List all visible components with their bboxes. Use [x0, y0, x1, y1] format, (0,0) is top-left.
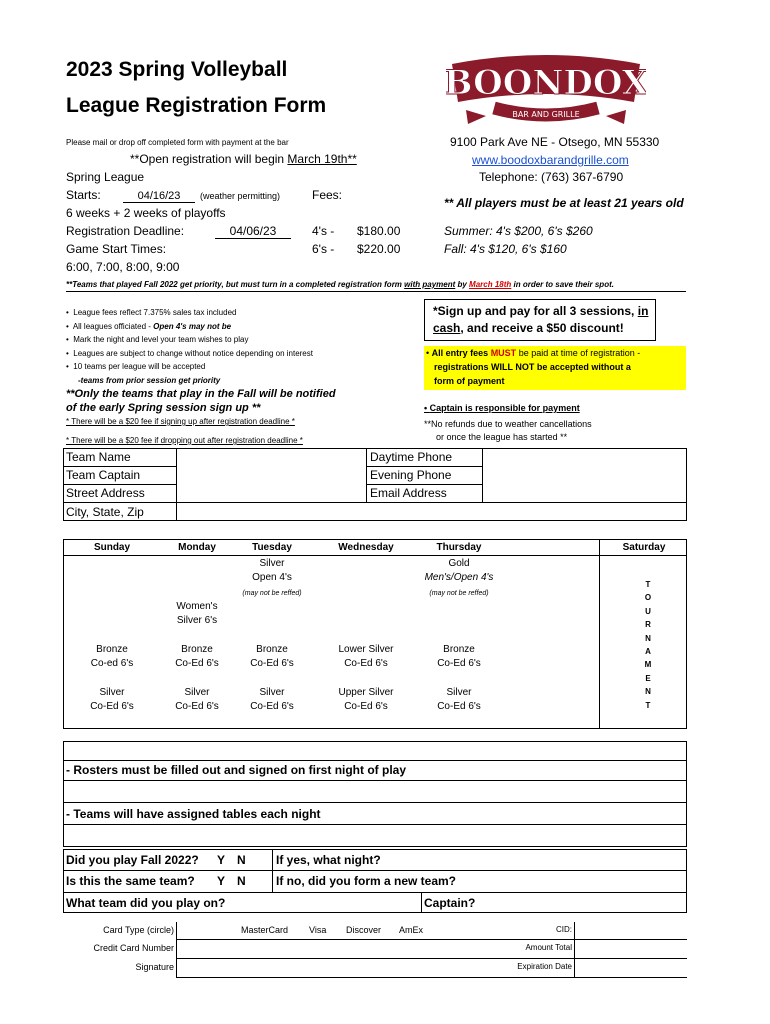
- expiration-date-field[interactable]: [576, 960, 686, 976]
- mail-note: Please mail or drop off completed form with payment at the bar: [66, 138, 289, 147]
- title-line-1: 2023 Spring Volleyball: [66, 58, 288, 81]
- day-wednesday: Wednesday: [338, 542, 394, 553]
- weather-note: (weather permitting): [200, 191, 281, 201]
- fees-label: Fees:: [312, 188, 343, 202]
- svg-text:BOONDOX: BOONDOX: [446, 63, 646, 103]
- amount-total-field[interactable]: [576, 941, 686, 957]
- fall-fees: Fall: 4's $120, 6's $160: [444, 242, 567, 256]
- day-monday: Monday: [178, 542, 216, 553]
- refund-note-1: **No refunds due to weather cancellations: [424, 419, 592, 429]
- row-divider: [63, 760, 687, 761]
- prior-session-note: -teams from prior session get priority: [78, 375, 221, 385]
- wednesday-lower-silver[interactable]: Lower Silver Co-Ed 6's: [338, 644, 394, 669]
- city-state-zip-label: City, State, Zip: [66, 504, 144, 519]
- signature-field[interactable]: [178, 960, 478, 976]
- what-team-question: What team did you play on?: [66, 896, 226, 910]
- row-divider: [176, 958, 687, 959]
- team-name-field[interactable]: [178, 449, 365, 465]
- col-divider: [482, 448, 483, 503]
- day-thursday: Thursday: [436, 542, 482, 553]
- wednesday-upper-silver[interactable]: Upper Silver Co-Ed 6's: [338, 687, 394, 712]
- weeks-info: 6 weeks + 2 weeks of playoffs: [66, 206, 226, 220]
- row-divider: [63, 892, 687, 893]
- fee-4s-label: 4's -: [312, 224, 335, 238]
- refund-note-2: or once the league has started **: [436, 432, 568, 442]
- tuesday-silver-coed[interactable]: Silver Co-Ed 6's: [250, 687, 294, 712]
- day-sunday: Sunday: [93, 542, 131, 553]
- promo-line-2: cash, and receive a $50 discount!: [433, 321, 624, 335]
- team-name-label: Team Name: [66, 450, 131, 464]
- schedule-header-line: [63, 555, 687, 556]
- signup-fee-note: * There will be a $20 fee if signing up after registration deadline *: [66, 417, 295, 426]
- rules-list: [66, 306, 313, 387]
- game-times-label: Game Start Times:: [66, 242, 167, 256]
- title-line-2: League Registration Form: [66, 94, 327, 117]
- cid-field[interactable]: [576, 923, 686, 938]
- email-address-label: Email Address: [370, 486, 447, 500]
- open-registration: **Open registration will begin March 19th**: [130, 152, 357, 166]
- notes-table: [63, 741, 687, 847]
- rule-item: • All leagues officiated - Open 4's may not be: [66, 321, 232, 331]
- col-divider: [176, 922, 177, 978]
- evening-phone-field[interactable]: [484, 467, 686, 483]
- thursday-silver[interactable]: Silver Co-Ed 6's: [437, 687, 481, 712]
- evening-phone-label: Evening Phone: [370, 468, 452, 482]
- rule-item: • Leagues are subject to change without notice depending on interest: [66, 348, 313, 358]
- fee-4s-value: $180.00: [357, 224, 401, 238]
- fee-6s-label: 6's -: [312, 242, 335, 256]
- age-note: ** All players must be at least 21 years old: [444, 196, 684, 210]
- thursday-reffed-note: (may not be reffed): [429, 590, 489, 597]
- row-divider: [63, 780, 687, 781]
- sunday-silver[interactable]: Silver Co-Ed 6's: [90, 687, 134, 712]
- col-divider: [421, 892, 422, 913]
- thursday-mens-open[interactable]: Men's/Open 4's: [424, 572, 494, 583]
- city-state-zip-field[interactable]: [178, 503, 686, 520]
- fall-2022-question: Did you play Fall 2022?: [66, 853, 199, 867]
- thursday-bronze[interactable]: Bronze Co-Ed 6's: [437, 644, 481, 669]
- row-divider: [63, 870, 687, 871]
- card-number-label: Credit Card Number: [93, 943, 174, 953]
- same-team-question: Is this the same team?: [66, 874, 195, 888]
- amount-total-label: Amount Total: [525, 943, 572, 952]
- promo-box: [424, 299, 656, 341]
- row-divider: [63, 802, 687, 803]
- roster-note: - Rosters must be filled out and signed on first night of play: [66, 763, 407, 777]
- cid-label: CID:: [556, 925, 572, 934]
- tables-note: - Teams will have assigned tables each night: [66, 807, 321, 821]
- street-address-field[interactable]: [178, 485, 365, 501]
- tuesday-open-4s[interactable]: Open 4's: [252, 572, 292, 583]
- summer-fees: Summer: 4's $200, 6's $260: [444, 224, 593, 238]
- boondox-logo: [446, 50, 646, 135]
- col-divider: [176, 448, 177, 521]
- rule-item: • 10 teams per league will be accepted: [66, 362, 206, 371]
- dropout-fee-note: * There will be a $20 fee if dropping out after registration deadline *: [66, 436, 303, 445]
- sunday-bronze[interactable]: Bronze Co-ed 6's: [90, 644, 134, 669]
- priority-note: **Teams that played Fall 2022 get priority, but must turn in a completed registration form with payment by March 18th in order to save their spot.: [66, 280, 614, 289]
- svg-text:BAR AND GRILLE: BAR AND GRILLE: [512, 110, 580, 119]
- monday-bronze[interactable]: Bronze Co-Ed 6's: [175, 644, 219, 669]
- thursday-gold[interactable]: Gold: [448, 558, 470, 569]
- team-captain-label: Team Captain: [66, 468, 141, 482]
- same-yes-option[interactable]: Y: [217, 874, 226, 888]
- captain-question: Captain?: [424, 896, 476, 910]
- rule-item: • League fees reflect 7.375% sales tax included: [66, 308, 237, 317]
- spring-league: Spring League: [66, 170, 145, 184]
- amex-option[interactable]: AmEx: [399, 925, 424, 935]
- signature-label: Signature: [135, 962, 174, 972]
- saturday-tournament: T O U R N A M E N T: [644, 580, 652, 710]
- new-team-question: If no, did you form a new team?: [276, 874, 457, 888]
- day-tuesday: Tuesday: [252, 542, 292, 553]
- fall-notify-1: **Only the teams that play in the Fall will be notified: [66, 388, 336, 400]
- website-link[interactable]: www.boodoxbarandgrille.com: [472, 153, 629, 167]
- mastercard-option[interactable]: MasterCard: [241, 925, 289, 935]
- fee-6s-value: $220.00: [357, 242, 401, 256]
- expiration-date-label: Expiration Date: [517, 962, 572, 971]
- saturday-divider: [599, 539, 600, 729]
- day-saturday: Saturday: [622, 542, 666, 553]
- starts-label: Starts:: [66, 188, 101, 202]
- daytime-phone-field[interactable]: [484, 449, 686, 465]
- row-divider: [63, 824, 687, 825]
- row-divider: [176, 939, 687, 940]
- tuesday-silver[interactable]: Silver: [259, 558, 285, 569]
- team-captain-field[interactable]: [178, 467, 365, 483]
- starts-value: 04/16/23: [123, 190, 195, 203]
- captain-note: • Captain is responsible for payment: [424, 403, 580, 413]
- divider: [66, 291, 686, 292]
- street-address-label: Street Address: [66, 486, 145, 500]
- fall-yes-option[interactable]: Y: [217, 853, 226, 867]
- game-times: 6:00, 7:00, 8:00, 9:00: [66, 260, 180, 274]
- col-divider: [272, 849, 273, 892]
- monday-silver[interactable]: Silver Co-Ed 6's: [175, 687, 219, 712]
- daytime-phone-label: Daytime Phone: [370, 450, 453, 464]
- tuesday-bronze[interactable]: Bronze Co-Ed 6's: [250, 644, 294, 669]
- tuesday-reffed-note: (may not be reffed): [242, 590, 302, 597]
- same-no-option[interactable]: N: [237, 874, 246, 888]
- monday-womens[interactable]: Women's: [176, 601, 218, 612]
- email-address-field[interactable]: [484, 485, 686, 501]
- telephone: Telephone: (763) 367-6790: [479, 170, 624, 184]
- col-divider: [574, 922, 575, 978]
- deadline-value: 04/06/23: [215, 224, 291, 239]
- fall-no-option[interactable]: N: [237, 853, 246, 867]
- promo-line-1: *Sign up and pay for all 3 sessions, in: [433, 304, 649, 318]
- card-number-field[interactable]: [178, 941, 478, 957]
- entry-fees-note: • All entry fees MUST be paid at time of registration - registrations WILL NOT be accepted without a form of payment: [424, 346, 686, 390]
- row-divider: [176, 977, 687, 978]
- monday-silver-6s[interactable]: Silver 6's: [176, 615, 218, 626]
- fall-notify-2: of the early Spring session sign up **: [66, 402, 261, 414]
- rule-item: • Mark the night and level your team wishes to play: [66, 335, 249, 344]
- discover-option[interactable]: Discover: [346, 925, 382, 935]
- which-night-question: If yes, what night?: [276, 853, 381, 867]
- deadline-label: Registration Deadline:: [66, 224, 185, 238]
- address: 9100 Park Ave NE - Otsego, MN 55330: [450, 135, 660, 149]
- card-type-label: Card Type (circle): [103, 925, 174, 935]
- visa-option[interactable]: Visa: [309, 925, 327, 935]
